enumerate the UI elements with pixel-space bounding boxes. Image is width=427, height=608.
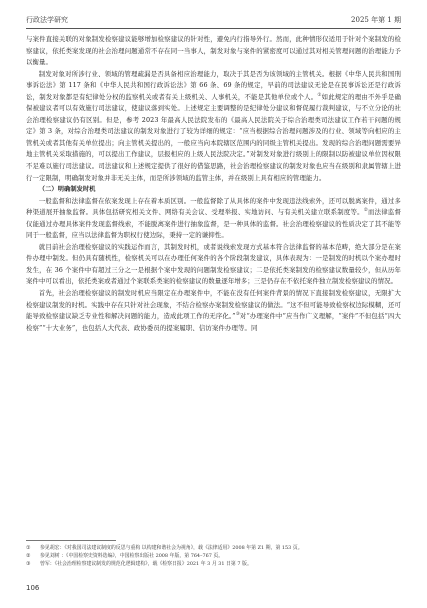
footnote-text: 曾军：《社会治理检察建议制发的规范化逻辑建构》，载《检察日报》2021 年 3 月 31 日第 7 版。	[40, 561, 252, 568]
journal-title: 行政法学研究	[26, 16, 68, 24]
paragraph: 就目前社会治理检察建议的实践运作而言，其制发时机，或者说线索发现方式基本符合法律监督的基本范畴，绝大部分是在案件办理中制发。但仍具有随机性，检察机关可以在办理任何案件的各个阶段制发建议，具体表现为：一是制发的时机以个案办理时发生，在 36 个案件中有超过三分之一是根据个案中发现的问题制发检察建议；二是依托类案制发的检察建议数量较少，但从历年案件中可以看出，依托类案或者通过个案联系类案的检察建议的数量逐年增多；三是仍存在不依托案件独立制发检察建议的情况。	[26, 242, 401, 286]
footnote-marker: ③	[235, 312, 240, 317]
footnote-number: ③	[26, 561, 31, 568]
footnote-number: ②	[26, 553, 31, 560]
running-header	[26, 14, 401, 26]
footnote-item	[26, 552, 401, 560]
footnote-divider	[26, 540, 116, 541]
paragraph: 制发对象对所涉行业、领域的管理疏漏是否具备相应治理能力，取决于其是否为该领域的主管机关。根据《中华人民共和国刑事诉讼法》第 117 条和《中华人民共和国行政诉讼法》第 66 条、69 条的规定，早前的司法建议无论是在民事诉讼还是行政诉讼，制发对象都是有纪律处分权的监察机关或者有关上级机关、人事机关，不能是其他单位或个人。①如此规定的理由不外乎是确保被建议者可以有效施行司法建议，使建议落到实处。上述规定主要调整的是纪律处分建议和督促履行裁判建议，与不立分论的社会治理检察建议仍有区别。但是，参考 2023 年最高人民法院发布的《最高人民法院关于综合治理类司法建议工作若干问题的规定》第 3 条，对综合治理类司法建议的制发对象进行了较为详细的规定：“应当根据综合治理问题涉及的行业、领域等向相应的主管机关或者其他有关单位提出；向主管机关提出的，一般应当向本院辖区范围内的同级主管机关提出。发现的综合治理问题需要异地主管机关采取措施的，可以提出工作建议，层报相应的上级人民法院决定。”对制发对象进行级别上的限制以防被建议单位因权限不足难以施行司法建议。司法建议和上述规定提供了很好的借鉴思路，社会治理检察建议的制发对象也应当在级别和隶属管辖上进行一定限制，明确制发对象并非无关主体，而是所涉领域的监管主体，并在级别上具有相应的管理能力。	[26, 69, 401, 182]
paragraph: 首先，社会治理检察建议的制发时机应当限定在办理案件中，不能在没有任何案件背景的情况下直接制发检察建议，无限扩大检察建议制发的时机。实践中存在只针对社会现象，不结合检察办案制发检察建议的做法。“这不但可能导致检察权边际模糊，还可能导致检察建议缺乏专业性和解决问题的能力，造成此项工作的无序化。”③对“办理案件中”应当作广义理解，“案件”不但包括“四大检察”“十大业务”，也包括人大代表、政协委员的提案履职、信访案件办理等。同	[26, 289, 402, 332]
footnote-marker: ②	[363, 208, 368, 214]
issue-label: 2025 年第 1 期	[351, 16, 401, 24]
footnote-number: ①	[26, 545, 31, 551]
page-number: 106	[26, 584, 40, 592]
footnote-marker: ①	[317, 92, 322, 98]
footnote-text: 参见胡宏：《对我国司法建议制度的反思与重构 以构建和谐社会为视角》，载《法律适用》2008 年第 Z1 期，第 153 页。	[40, 545, 303, 551]
paragraph: 一般监督和法律监督在依案发现上存在着本质区别。一般监督除了从具体的案件中发现违法线索外，还可以脱离案件，通过多种渠道展开抽象监督。具体包括研究相关文件、网络有关会议、受理举报、实地访问、与有关机关建立联系制度等。②而法律监督仅能通过办理具体案件发现监督线索，不能脱离案件进行抽象监督，是一种具体的监督。社会治理检察建议的性质决定了其不能等同于一般监督，应当以法律监督为职权行使边际，秉持一定的谦抑性。	[26, 196, 401, 240]
article-body	[26, 34, 401, 334]
footnote-item	[26, 560, 401, 568]
paragraph: 与案件直接关联的对象制发检察建议能够增加检察建议的针对性，避免内行指导外行。然而，此种情形仅适用于针对个案制发的检察建议，依托类案发现的社会治理问题通常不存在同一当事人，制发对象与案件的紧密度可以通过其对相关管理问题的治理能力予以衡量。	[26, 35, 401, 67]
section-subheading: （二）明确制发时机	[38, 186, 96, 194]
footnote-text: 参见刘树 ：《中国检察史资料选编》，中国检察出版社 2008 年版，第 764–767 页。	[40, 553, 224, 560]
footnotes	[26, 544, 401, 569]
footnote-item	[26, 544, 401, 552]
header-divider	[26, 28, 401, 29]
